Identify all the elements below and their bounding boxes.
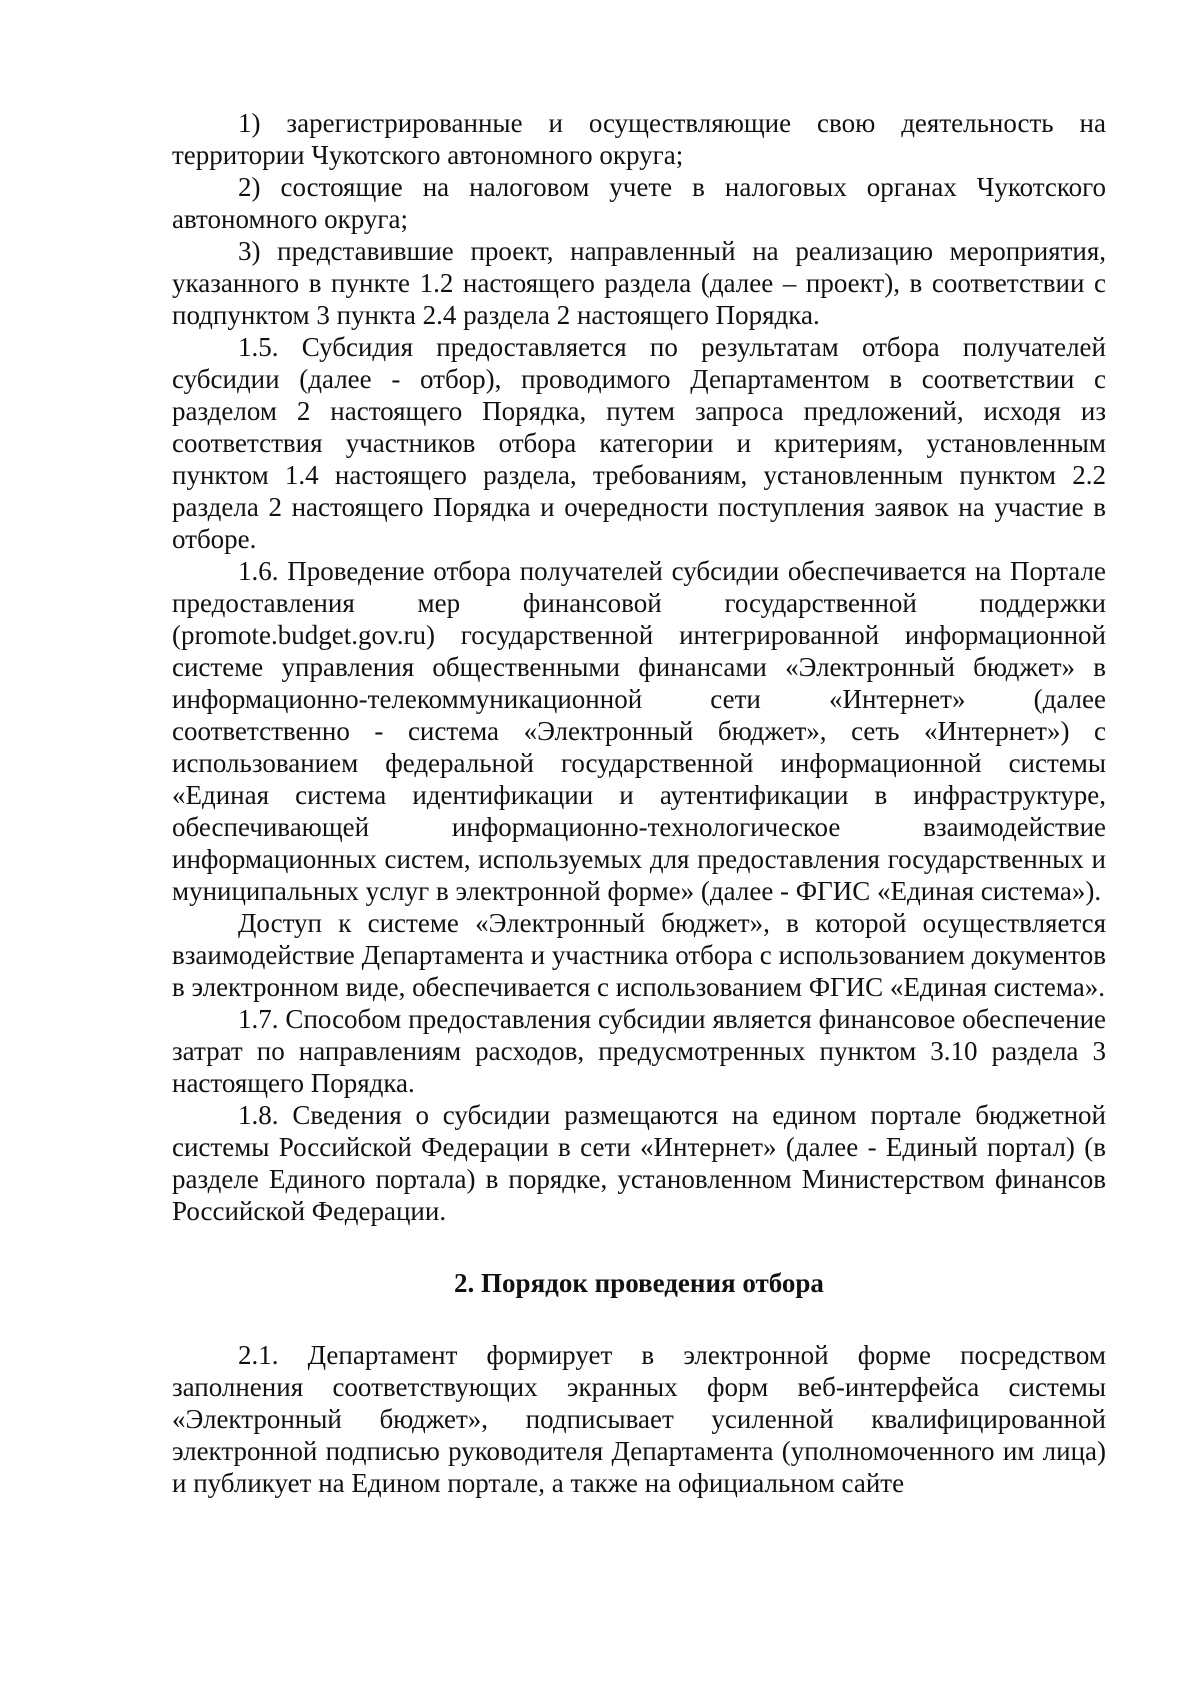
paragraph-access: Доступ к системе «Электронный бюджет», в которой осуществляется взаимодействие Департамента и участника отбора с использованием документов в электронном виде, обеспечивается с использованием ФГИС «Единая система». <box>172 908 1106 1002</box>
paragraph-item-3: 3) представившие проект, направленный на реализацию мероприятия, указанного в пункте 1.2 настоящего раздела (далее – проект), в соответствии с подпунктом 3 пункта 2.4 раздела 2 настоящего Порядка. <box>172 236 1106 330</box>
paragraph-item-1: 1) зарегистрированные и осуществляющие свою деятельность на территории Чукотского автономного округа; <box>172 108 1106 170</box>
section-heading: 2. Порядок проведения отбора <box>454 1268 824 1298</box>
paragraph-1-7: 1.7. Способом предоставления субсидии является финансовое обеспечение затрат по направлениям расходов, предусмотренных пунктом 3.10 раздела 3 настоящего Порядка. <box>172 1004 1106 1098</box>
paragraph-1-6: 1.6. Проведение отбора получателей субсидии обеспечивается на Портале предоставления мер финансовой государственной поддержки (promote.budget.gov.ru) государственной интегрированной информационной системе управления общественными финансами «Электронный бюджет» в информационно-телекоммуникационной сети «Интернет» (далее соответственно - система «Электронный бюджет», сеть «Интернет») с использованием федеральной государственной информационной системы «Единая система идентификации и аутентификации в инфраструктуре, обеспечивающей информационно-технологическое взаимодействие информационных систем, используемых для предоставления государственных и муниципальных услуг в электронной форме» (далее - ФГИС «Единая система»). <box>172 556 1106 906</box>
document-page <box>172 107 1106 1499</box>
paragraph-item-2: 2) состоящие на налоговом учете в налоговых органах Чукотского автономного округа; <box>172 172 1106 234</box>
paragraph-2-1: 2.1. Департамент формирует в электронной форме посредством заполнения соответствующих экранных форм веб-интерфейса системы «Электронный бюджет», подписывает усиленной квалифицированной электронной подписью руководителя Департамента (уполномоченного им лица) и публикует на Едином портале, а также на официальном сайте <box>172 1340 1106 1498</box>
paragraph-1-5: 1.5. Субсидия предоставляется по результатам отбора получателей субсидии (далее - отбор), проводимого Департаментом в соответствии с разделом 2 настоящего Порядка, путем запроса предложений, исходя из соответствия участников отбора категории и критериям, установленным пунктом 1.4 настоящего раздела, требованиям, установленным пунктом 2.2 раздела 2 настоящего Порядка и очередности поступления заявок на участие в отборе. <box>172 332 1106 554</box>
paragraph-1-8: 1.8. Сведения о субсидии размещаются на едином портале бюджетной системы Российской Федерации в сети «Интернет» (далее - Единый портал) (в разделе Единого портала) в порядке, установленном Министерством финансов Российской Федерации. <box>172 1100 1106 1226</box>
